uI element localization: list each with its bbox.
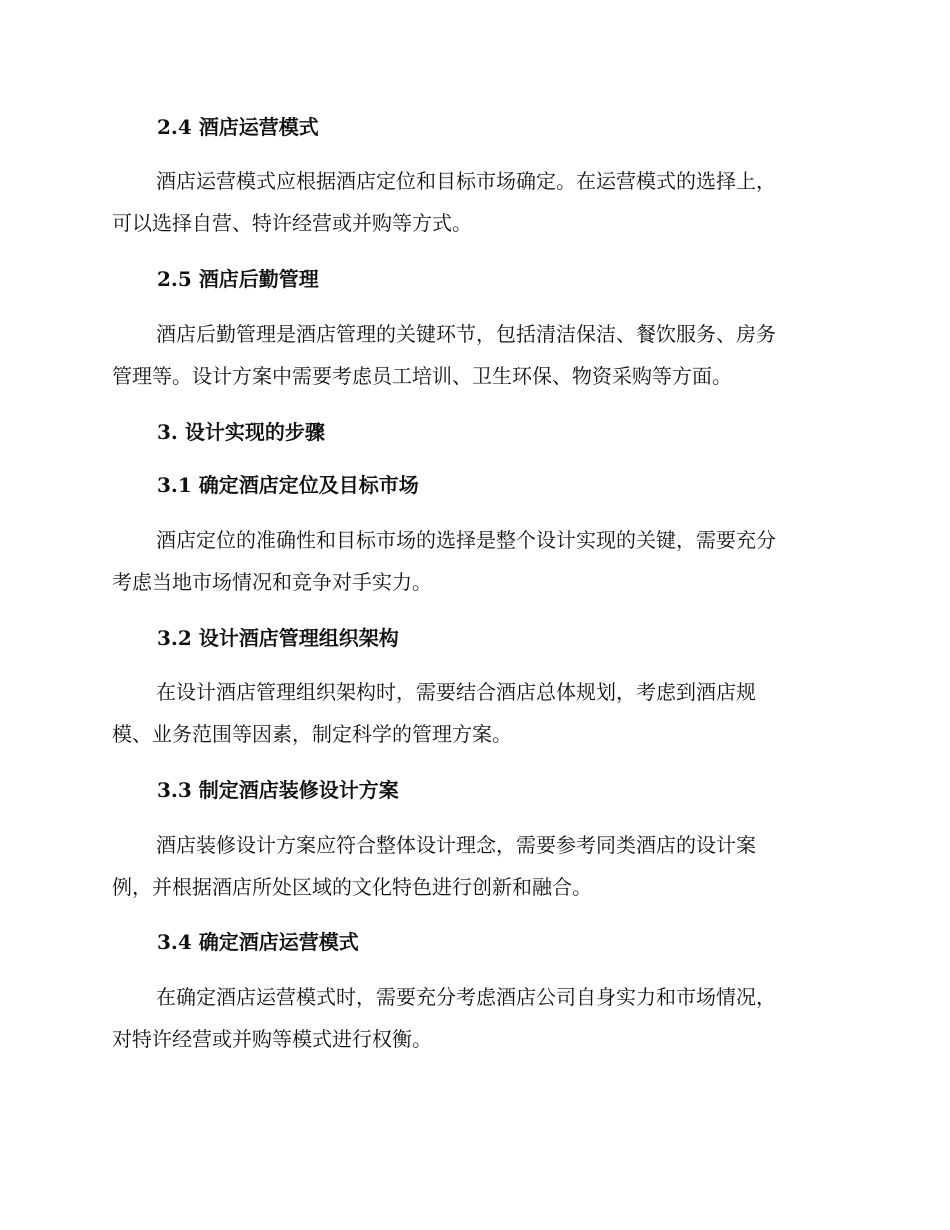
section-heading-3: 3. 设计实现的步骤 bbox=[157, 420, 325, 444]
paragraph-line: 在设计酒店管理组织架构时，需要结合酒店总体规划，考虑到酒店规 bbox=[156, 680, 756, 704]
section-paragraph-3-3 bbox=[112, 824, 834, 908]
paragraph-line: 管理等。设计方案中需要考虑员工培训、卫生环保、物资采购等方面。 bbox=[112, 364, 732, 388]
section-paragraph-3-1 bbox=[112, 519, 834, 603]
section-paragraph-2-4 bbox=[112, 160, 834, 244]
paragraph-line: 酒店装修设计方案应符合整体设计理念，需要参考同类酒店的设计案 bbox=[156, 833, 756, 857]
paragraph-line: 酒店后勤管理是酒店管理的关键环节，包括清洁保洁、餐饮服务、房务 bbox=[156, 322, 776, 346]
section-paragraph-2-5 bbox=[112, 313, 834, 397]
section-heading-3-2: 3.2 设计酒店管理组织架构 bbox=[157, 626, 399, 650]
section-heading-3-1: 3.1 确定酒店定位及目标市场 bbox=[157, 473, 419, 497]
section-paragraph-3-2 bbox=[112, 671, 834, 755]
paragraph-line: 可以选择自营、特许经营或并购等方式。 bbox=[112, 211, 472, 235]
section-heading-2-4: 2.4 酒店运营模式 bbox=[157, 115, 319, 139]
paragraph-line: 考虑当地市场情况和竞争对手实力。 bbox=[112, 570, 432, 594]
section-heading-3-3: 3.3 制定酒店装修设计方案 bbox=[157, 778, 399, 802]
section-paragraph-3-4 bbox=[112, 976, 834, 1060]
section-heading-2-5: 2.5 酒店后勤管理 bbox=[157, 267, 319, 291]
paragraph-line: 对特许经营或并购等模式进行权衡。 bbox=[112, 1027, 432, 1051]
paragraph-line: 模、业务范围等因素，制定科学的管理方案。 bbox=[112, 722, 512, 746]
section-heading-3-4: 3.4 确定酒店运营模式 bbox=[157, 930, 359, 954]
paragraph-line: 酒店运营模式应根据酒店定位和目标市场确定。在运营模式的选择上， bbox=[156, 169, 776, 193]
paragraph-line: 例，并根据酒店所处区域的文化特色进行创新和融合。 bbox=[112, 875, 592, 899]
paragraph-line: 在确定酒店运营模式时，需要充分考虑酒店公司自身实力和市场情况， bbox=[156, 985, 776, 1009]
paragraph-line: 酒店定位的准确性和目标市场的选择是整个设计实现的关键，需要充分 bbox=[156, 528, 776, 552]
